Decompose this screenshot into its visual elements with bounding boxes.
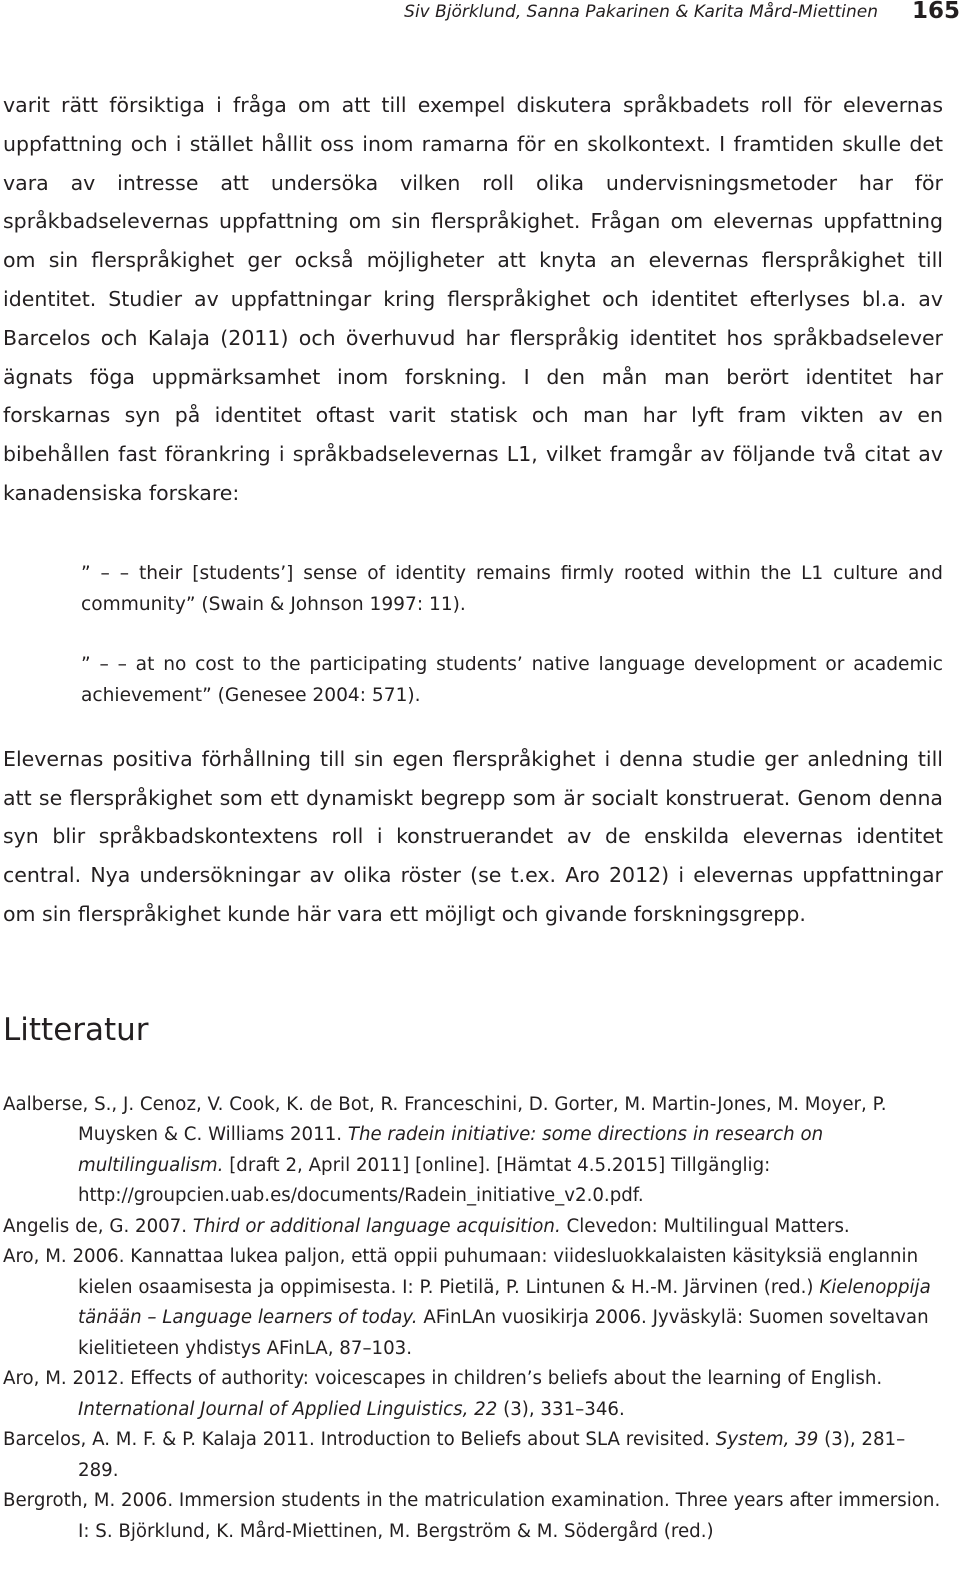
ref-text: [draft 2, April 2011] [online]. [Hämtat 4.5.2015] Tillgänglig: http://groupcien.uab.es/documents/Radein_initiative_v2.0.pdf. — [78, 1154, 771, 1207]
ref-text: (3), 281–289. — [78, 1429, 906, 1481]
page-content — [3, 86, 943, 1547]
ref-text: AFinLAn vuosikirja 2006. Jyväskylä: Suomen soveltavan kielitieteen yhdistys AFinLA, 87–103. — [78, 1307, 929, 1359]
body-paragraph-2: Elevernas positiva förhållning till sin egen flerspråkighet i denna studie ger anledning till att se flerspråkighet som ett dynamiskt begrepp som är socialt konstruerat. Genom denna syn blir språkbadskontextens roll i konstruerandet av de enskilda elevernas identitet central. Nya undersökningar av olika röster (se t.ex. Aro 2012) i elevernas uppfattningar om sin flerspråkighet kunde här vara ett möjligt och givande forskningsgrepp. — [3, 746, 943, 926]
page-number: 165 — [911, 0, 960, 24]
block-quotes — [81, 558, 943, 711]
ref-text: Bergroth, M. 2006. Immersion students in the matriculation examination. Three years after immersion. I: S. Björklund, K. Mård-Miettinen, M. Bergström & M. Södergård (red.) — [3, 1490, 941, 1542]
page-header — [0, 0, 960, 24]
reference-item — [3, 1090, 943, 1212]
ref-title: System, 39 — [715, 1429, 819, 1451]
ref-text: Barcelos, A. M. F. & P. Kalaja 2011. Introduction to Beliefs about SLA revisited. — [3, 1429, 716, 1451]
reference-item — [3, 1486, 943, 1547]
reference-item — [3, 1364, 943, 1425]
reference-list — [3, 1090, 943, 1548]
body-paragraph-1: varit rätt försiktiga i fråga om att till exempel diskutera språkbadets roll för elevernas uppfattning och i stället hållit oss inom ramarna för en skolkontext. I framtiden skulle det vara av intresse att undersöka vilken roll olika undervisningsmetoder har för språkbadselevernas uppfattning om sin flerspråkighet. Frågan om elevernas uppfattning om sin flerspråkighet ger också möjligheter att knyta an elevernas flerspråkighet till identitet. Studier av uppfattningar kring flerspråkighet och identitet efterlyses bl.a. av Barcelos och Kalaja (2011) och överhuvud har flerspråkig identitet hos språkbadselever ägnats föga uppmärksamhet inom forskning. I den mån man berört identitet har forskarnas syn på identitet oftast varit statisk och man har lyft fram vikten av en bibehållen fast förankring i språkbadselevernas L1, vilket framgår av följande två citat av kanadensiska forskare: — [3, 93, 943, 505]
section-heading: Litteratur — [3, 1011, 149, 1048]
running-head: Siv Björklund, Sanna Pakarinen & Karita Mård-Miettinen — [404, 2, 878, 22]
ref-title: Third or additional language acquisition. — [192, 1215, 561, 1237]
block-quote-1: ” – – their [students’] sense of identity remains firmly rooted within the L1 culture and community” (Swain & Johnson 1997: 11). — [81, 562, 943, 615]
ref-title: The radein initiative: some directions in research on multilingualism. — [78, 1124, 824, 1176]
ref-text: Aalberse, S., J. Cenoz, V. Cook, K. de Bot, R. Franceschini, D. Gorter, M. Martin-Jones, M. Moyer, P. Muysken & C. Williams 2011. — [3, 1093, 887, 1146]
ref-text: Aro, M. 2012. Effects of authority: voicescapes in children’s beliefs about the learning of English. — [3, 1368, 883, 1390]
ref-title: Kielenoppija tänään – Language learners of today. — [78, 1276, 931, 1329]
reference-item — [3, 1242, 943, 1364]
ref-text: Angelis de, G. 2007. — [3, 1215, 193, 1237]
ref-text: Aro, M. 2006. Kannattaa lukea paljon, että oppii puhumaan: viidesluokkalaisten käsityksiä englannin kielen osaamisesta ja oppimisesta. I: P. Pietilä, P. Lintunen & H.-M. Järvinen (red.) — [3, 1246, 919, 1298]
ref-text: (3), 331–346. — [497, 1398, 625, 1420]
reference-item — [3, 1212, 943, 1243]
reference-item — [3, 1425, 943, 1486]
ref-text: Clevedon: Multilingual Matters. — [560, 1215, 850, 1237]
block-quote-2: ” – – at no cost to the participating students’ native language development or academic achievement” (Genesee 2004: 571). — [81, 653, 943, 706]
ref-title: International Journal of Applied Linguistics, 22 — [78, 1398, 498, 1420]
